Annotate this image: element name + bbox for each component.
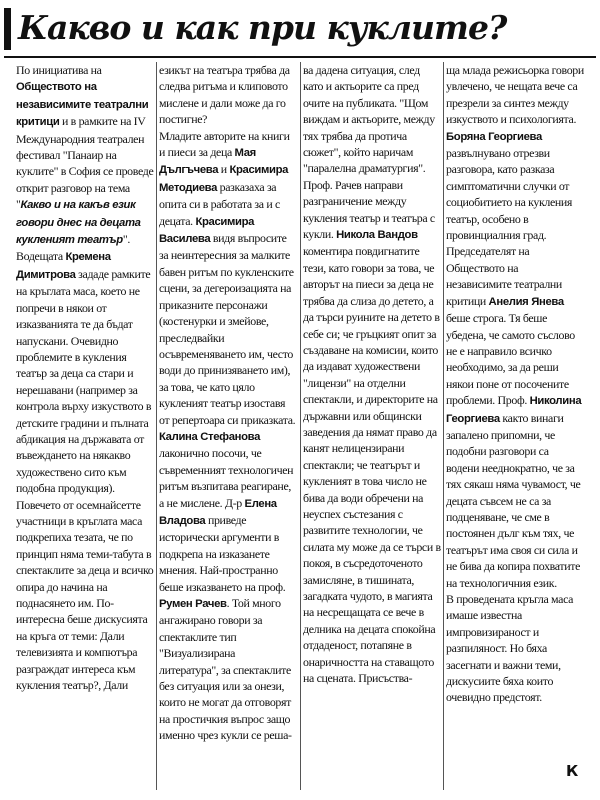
emphasized-name: Обществото на независимите театрални критици: [16, 81, 149, 129]
paragraph: [303, 177, 441, 687]
title-rule: [4, 56, 596, 58]
body-text: зададе рамките на кръглата маса, което не попречи в някои от изказванията те да бъдат напускани. Очевидно проблемите в кукления театър за деца са стари и нерешавани (например за контрола върху изкуството в детските градини и пълната абдикация на държавата от въвеждането на някакво художествено сито към подобна продукция).: [16, 266, 152, 496]
column-divider: [156, 62, 157, 790]
body-text: коментира повдигнатите тези, като говори за това, че авторът на пиеси за деца не трябва да слиза до детето, а да търси руините на детето в себе си; че гръцкият опит за създаване на комисии, които да издават художествени "лицензи" на отделни спектакли, и директорите на държавни или общински заведения да нямат право да канят нелицензирани спектакли; че театърът и кукленият в това число не бива да води обречени на неуспех състезания с развитите технологии, че силата му може да се търси в покоя, в съсредоточеното замисляне, в тишината, загадката чудото, в магията на несрещащата се вече в делника на децата спокойна отдаденост, потапяне в онаричността на ставащото на сцената. Присъства-: [303, 244, 441, 686]
body-text: Повечето от осемнайсетте участници в кръглата маса подкрепиха тезата, че по принцип няма теми-табута в спектаклите за деца и всичко опира до начина на поднасянето им. По-интересна беше дискусията на кръга от теми: Дали телевизията и компютъра разграждат интереса към кукления театър?, Дали: [16, 497, 154, 693]
emphasized-name: Елена Владова: [159, 497, 277, 527]
paragraph: [159, 128, 297, 744]
body-text: ". Водещата: [16, 232, 130, 264]
body-text: и: [218, 162, 230, 177]
body-text: беше строга. Тя беше убедена, че самото съслово не е направило всичко необходимо, за да реши някои поне от посочените проблеми. Проф.: [446, 311, 575, 408]
body-text: както винаги запалено припомни, че подобни разговори са водени нееднократно, че за тях сякаш няма чувамост, че децата съвсем не са за подценяване, че сме в постоянен дълг към тях, че театърът има своя си сила и не бива да копира похватите на технологичния език.: [446, 410, 581, 590]
title-accent-bar: [4, 8, 11, 50]
text-column-2: [159, 62, 297, 792]
body-text: приведе исторически аргументи в подкрепа на изказанете мнения. Най-пространно беше изказването на проф.: [159, 512, 286, 594]
body-text: Проф. Рачев направи разграничение между кукления театър и театъра с кукли.: [303, 177, 435, 242]
text-column-4: [446, 62, 584, 792]
column-divider: [443, 62, 444, 790]
text-column-1: [16, 62, 154, 792]
body-text: езикът на театъра трябва да следва ритъма и клиповото мислене и дали може да го постигне?: [159, 63, 290, 127]
emphasized-name: Анелия Янева: [488, 295, 564, 308]
emphasized-name: Красимира Методиева: [159, 164, 289, 194]
paragraph: [159, 62, 297, 128]
article-title: Какво и как при куклите?: [18, 8, 507, 47]
author-signature: К: [566, 762, 579, 780]
body-text: видя въпросите за неинтересния за малките бавен ритъм по кукленските сцени, за дегероизацията на приказните персонажи (костенурки и змейове, преследвайки осъвременяването им, често води до принизяването им), за това, че като цяло кукленият театър изоставя от репертоара си приказката.: [159, 231, 296, 427]
body-text: . Той много ангажирано говори за спектаклите тип "Визуализирана литература", за спектаклите без ситуация или за онези, които не могат да отговорят на простичкия въпрос защо именно чрез кукли се реша-: [159, 596, 292, 743]
emphasized-name: Мая Дългъчева: [159, 147, 256, 177]
emphasized-name: Какво и на какъв език говори днес на децата кукленият театър: [16, 199, 141, 247]
emphasized-name: Калина Стефанова: [159, 430, 261, 443]
emphasized-name: Красимира Василева: [159, 215, 255, 246]
emphasized-name: Николина Георгиева: [446, 395, 582, 425]
column-divider: [300, 62, 301, 790]
paragraph: [303, 62, 441, 177]
body-text: В проведената кръгла маса имаше известна импровизираност и разпиляност. Но бяха засегнати и важни теми, дискусиите бяха които очевидно предстоят.: [446, 592, 574, 705]
body-text: ва дадена ситуация, след като и актьорите са пред очите на публиката. "Щом виждам и актьорите, между тях трябва да протича сюжет", който наричам "паралелна драматургия".: [303, 63, 435, 176]
body-text: Младите авторите на книги и пиеси за деца: [159, 128, 290, 160]
emphasized-name: Кремена Димитрова: [16, 251, 111, 281]
body-text: разказаха за опита си в работата за и с децата.: [159, 179, 280, 228]
body-text: По инициатива на: [16, 63, 102, 77]
emphasized-name: Никола Вандов: [336, 229, 418, 242]
paragraph: [446, 591, 584, 706]
body-text: и в рамките на IV Международния театрален фестивал "Панаир на куклите" в София се проведе открит разговор на тема ": [16, 114, 154, 212]
body-text: развълнувано отрезви разговора, като разказа симптоматични случки от социобитието на кукления театър, особено в провинциалния град. Председателят на Обществото на независимите театрални критици: [446, 146, 573, 308]
paragraph: [16, 62, 154, 497]
text-column-3: [303, 62, 441, 792]
paragraph: [16, 497, 154, 694]
body-text: лаконично посочи, че съвременният технологичен ритъм възпитава реагиране, а не мислене. Д-р: [159, 446, 294, 510]
title-block: [4, 2, 596, 54]
paragraph: [446, 62, 584, 591]
body-text: ща млада режисьорка говори увлечено, че нещата вече са презрели за синтез между изкуството и психологията.: [446, 63, 584, 127]
emphasized-name: Румен Рачев: [159, 598, 227, 610]
emphasized-name: Боряна Георгиева: [446, 130, 542, 143]
